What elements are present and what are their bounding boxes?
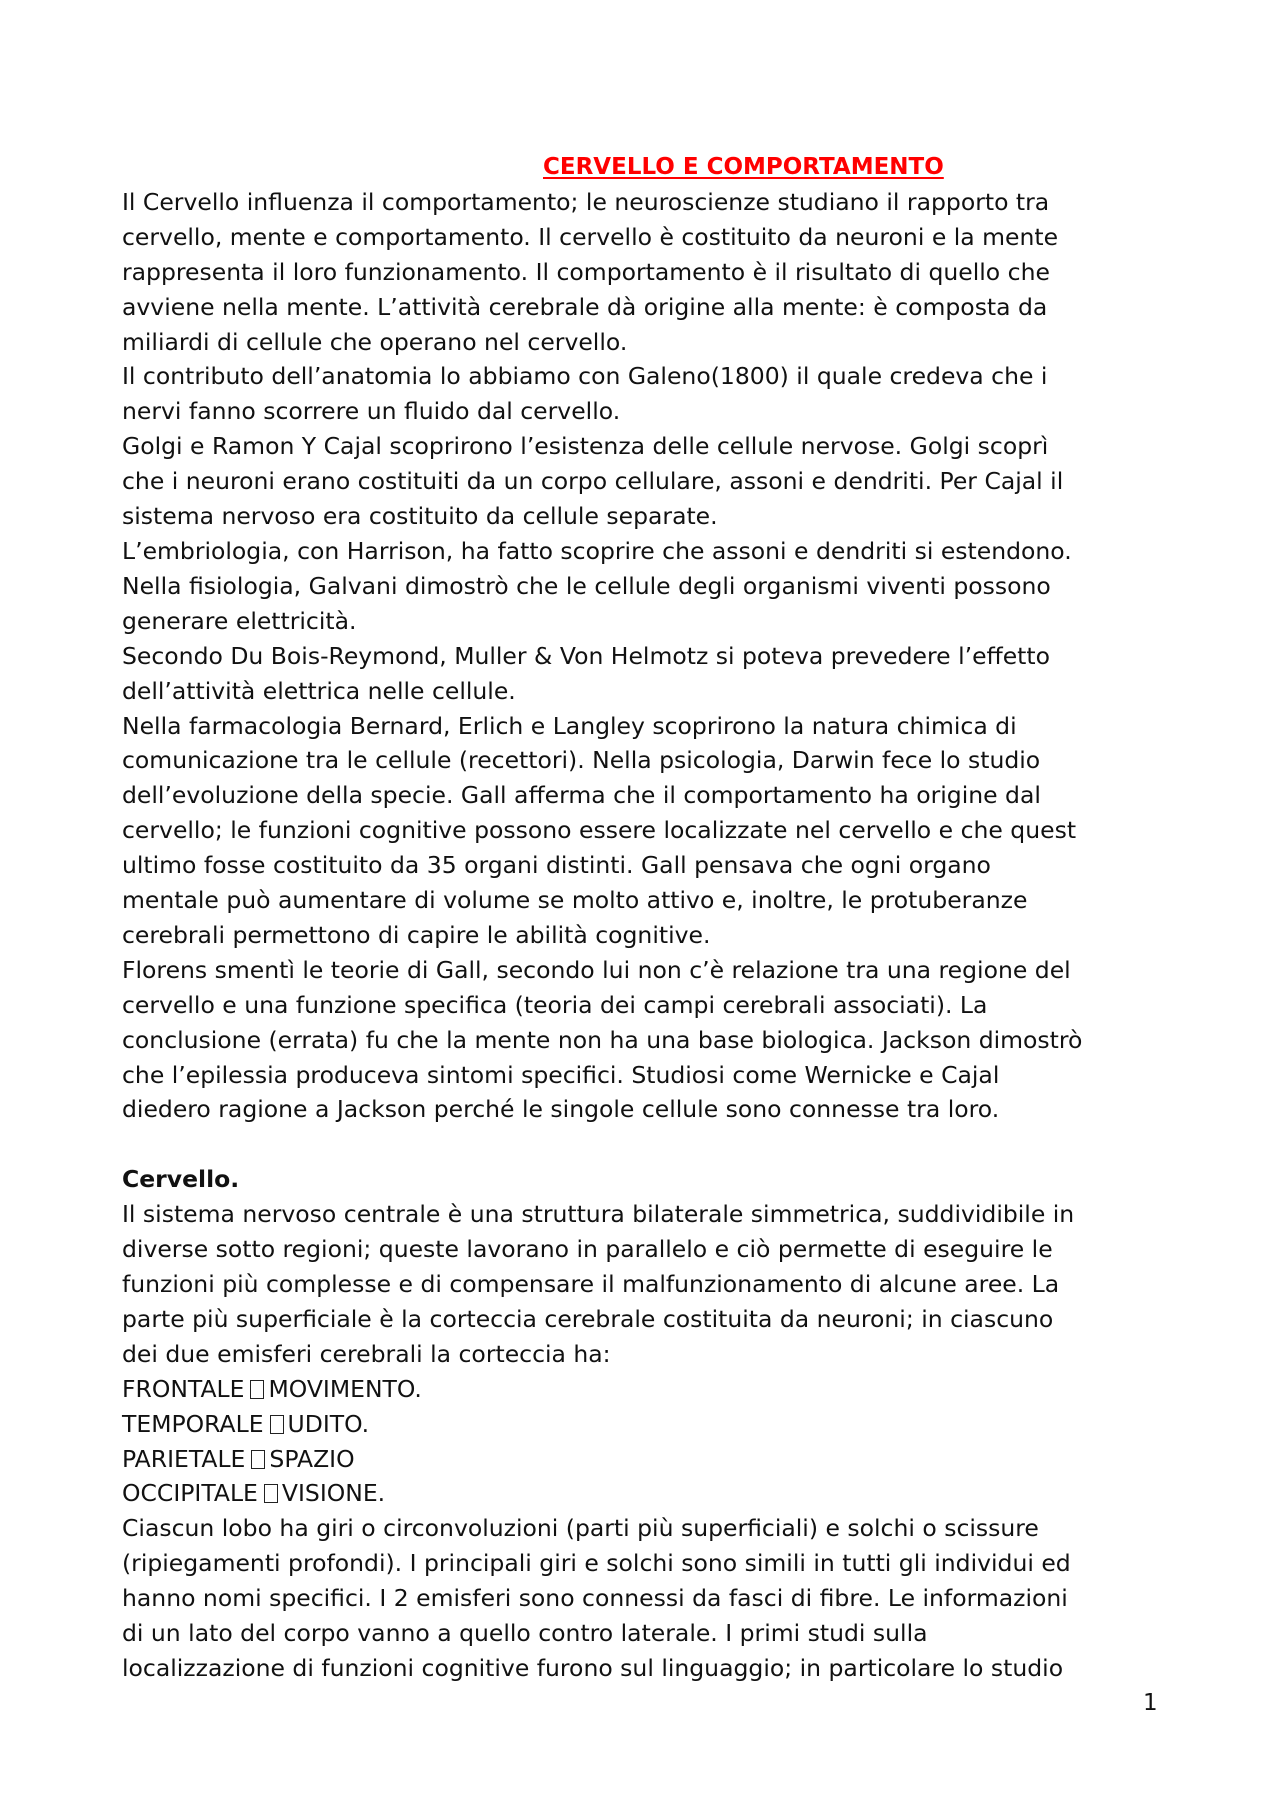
lobe-item (122, 1372, 1172, 1407)
text-line: che l’epilessia produceva sintomi specifici. Studiosi come Wernicke e Cajal (122, 1060, 1000, 1089)
text-line: L’embriologia, con Harrison, ha fatto scoprire che assoni e dendriti si estendono. (122, 536, 1072, 565)
intro-body (122, 185, 1172, 1127)
missing-glyph-icon (264, 1484, 278, 1503)
document-page (122, 150, 1172, 1686)
section-body-b (122, 1511, 1172, 1686)
text-line: cervello, mente e comportamento. Il cervello è costituito da neuroni e la mente (122, 222, 1059, 251)
document-title: CERVELLO E COMPORTAMENTO (543, 154, 944, 180)
section-body-a (122, 1197, 1172, 1372)
text-line: dei due emisferi cerebrali la corteccia ha: (122, 1339, 611, 1368)
missing-glyph-icon (251, 1450, 265, 1469)
text-line: rappresenta il loro funzionamento. Il comportamento è il risultato di quello che (122, 257, 1050, 286)
text-line: Il sistema nervoso centrale è una struttura bilaterale simmetrica, suddividibile in (122, 1200, 1075, 1229)
section-heading: Cervello. (122, 1165, 240, 1194)
page-number: 1 (1143, 1690, 1158, 1716)
text-line: Nella fisiologia, Galvani dimostrò che le cellule degli organismi viventi possono (122, 571, 1051, 600)
lobe-item (122, 1476, 1172, 1511)
text-line: (ripiegamenti profondi). I principali giri e solchi sono simili in tutti gli individui ed (122, 1549, 1071, 1578)
text-line: diverse sotto regioni; queste lavorano in parallelo e ciò permette di eseguire le (122, 1235, 1053, 1264)
text-line: cerebrali permettono di capire le abilità cognitive. (122, 920, 711, 949)
text-line: Secondo Du Bois-Reymond, Muller & Von Helmotz si poteva prevedere l’effetto (122, 641, 1050, 670)
text-line: cervello e una funzione specifica (teoria dei campi cerebrali associati). La (122, 990, 988, 1019)
text-line: di un lato del corpo vanno a quello contro laterale. I primi studi sulla (122, 1619, 928, 1648)
missing-glyph-icon (250, 1380, 264, 1399)
lobe-function: SPAZIO (269, 1444, 355, 1473)
text-line: diedero ragione a Jackson perché le singole cellule sono connesse tra loro. (122, 1095, 1000, 1124)
lobe-item (122, 1442, 1172, 1477)
text-line: localizzazione di funzioni cognitive furono sul linguaggio; in particolare lo studio (122, 1653, 1064, 1682)
text-line: ultimo fosse costituito da 35 organi distinti. Gall pensava che ogni organo (122, 851, 991, 880)
text-line: comunicazione tra le cellule (recettori). Nella psicologia, Darwin fece lo studio (122, 746, 1041, 775)
lobe-function: UDITO. (287, 1409, 370, 1438)
text-line: generare elettricità. (122, 606, 357, 635)
lobe-name: PARIETALE (122, 1444, 246, 1473)
lobe-name: OCCIPITALE (122, 1479, 258, 1508)
lobe-name: TEMPORALE (122, 1409, 264, 1438)
text-line: Il contributo dell’anatomia lo abbiamo con Galeno(1800) il quale credeva che i (122, 362, 1048, 391)
text-line: dell’attività elettrica nelle cellule. (122, 676, 516, 705)
text-line: che i neuroni erano costituiti da un corpo cellulare, assoni e dendriti. Per Cajal il (122, 467, 1064, 496)
text-line: parte più superficiale è la corteccia cerebrale costituita da neuroni; in ciascuno (122, 1304, 1054, 1333)
text-line: miliardi di cellule che operano nel cervello. (122, 327, 628, 356)
lobe-function: MOVIMENTO. (268, 1374, 422, 1403)
text-line: hanno nomi specifici. I 2 emisferi sono connessi da fasci di fibre. Le informazioni (122, 1584, 1068, 1613)
text-line: avviene nella mente. L’attività cerebrale dà origine alla mente: è composta da (122, 292, 1048, 321)
text-line: dell’evoluzione della specie. Gall afferma che il comportamento ha origine dal (122, 781, 1041, 810)
missing-glyph-icon (270, 1415, 284, 1434)
text-line: nervi fanno scorrere un fluido dal cervello. (122, 397, 621, 426)
text-line: cervello; le funzioni cognitive possono essere localizzate nel cervello e che quest (122, 816, 1077, 845)
lobe-function: VISIONE. (281, 1479, 386, 1508)
text-line: Il Cervello influenza il comportamento; le neuroscienze studiano il rapporto tra (122, 187, 1050, 216)
text-line: mentale può aumentare di volume se molto attivo e, inoltre, le protuberanze (122, 886, 1028, 915)
text-line: conclusione (errata) fu che la mente non ha una base biologica. Jackson dimostrò (122, 1025, 1083, 1054)
text-line: sistema nervoso era costituito da cellule separate. (122, 502, 718, 531)
text-line: funzioni più complesse e di compensare il malfunzionamento di alcune aree. La (122, 1269, 1060, 1298)
text-line: Ciascun lobo ha giri o circonvoluzioni (parti più superficiali) e solchi o scissure (122, 1514, 1039, 1543)
lobe-name: FRONTALE (122, 1374, 245, 1403)
text-line: Florens smentì le teorie di Gall, secondo lui non c’è relazione tra una regione del (122, 955, 1071, 984)
text-line: Nella farmacologia Bernard, Erlich e Langley scoprirono la natura chimica di (122, 711, 1017, 740)
text-line: Golgi e Ramon Y Cajal scoprirono l’esistenza delle cellule nervose. Golgi scoprì (122, 432, 1049, 461)
lobes-list (122, 1372, 1172, 1512)
lobe-item (122, 1407, 1172, 1442)
blank-line (122, 1127, 1172, 1162)
